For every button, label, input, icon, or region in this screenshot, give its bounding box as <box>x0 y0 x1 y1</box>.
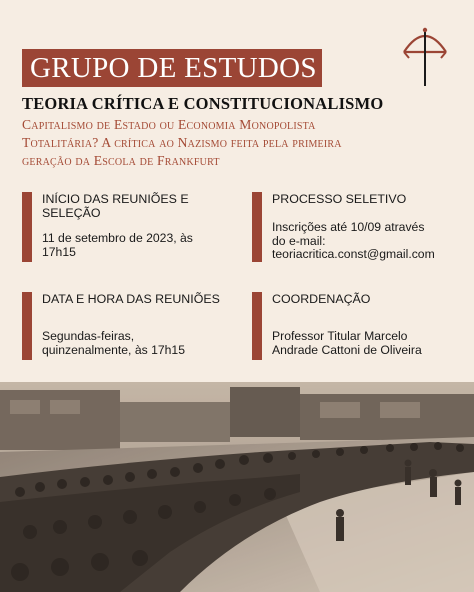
tagline-line: Capitalismo de Estado ou Economia Monopolista <box>22 117 316 132</box>
heading-line: INÍCIO DAS REUNIÕES E <box>42 192 189 206</box>
block-heading <box>272 192 452 206</box>
block-body <box>42 330 185 357</box>
body-line: Inscrições até 10/09 através <box>272 220 425 234</box>
block-body <box>272 221 435 262</box>
info-block-data-hora <box>22 292 222 360</box>
accent-bar <box>252 292 262 360</box>
info-block-coordenacao <box>252 292 462 360</box>
block-heading <box>272 292 452 306</box>
accent-bar <box>22 192 32 262</box>
crowd-illustration <box>0 382 474 592</box>
subtitle: TEORIA CRÍTICA E CONSTITUCIONALISMO <box>22 94 384 113</box>
info-block-processo <box>252 192 462 262</box>
body-line: quinzenalmente, às 17h15 <box>42 342 185 357</box>
tagline-line: Totalitária? A crítica ao Nazismo feita pela primeira <box>22 135 342 150</box>
heading-line: PROCESSO SELETIVO <box>272 192 407 206</box>
info-block-inicio <box>22 192 222 262</box>
body-line: Professor Titular Marcelo <box>272 329 408 343</box>
email-text: teoriacritica.const@gmail.com <box>272 247 435 261</box>
heading-line: DATA E HORA DAS REUNIÕES <box>42 292 220 306</box>
body-line: 11 de setembro de 2023, às <box>42 231 193 245</box>
accent-bar <box>22 292 32 360</box>
accent-bar <box>252 192 262 262</box>
tagline-line: geração da Escola de Frankfurt <box>22 153 220 168</box>
umbrella-logo-icon <box>400 22 450 88</box>
historic-crowd-photo <box>0 382 474 592</box>
block-body <box>42 232 193 259</box>
heading-line: SELEÇÃO <box>42 206 101 220</box>
body-line: do e-mail: <box>272 233 326 248</box>
block-heading <box>42 292 222 306</box>
body-line: Segundas-feiras, <box>42 329 135 343</box>
page-title: GRUPO DE ESTUDOS <box>22 49 322 87</box>
body-line: 17h15 <box>42 244 76 259</box>
heading-line: COORDENAÇÃO <box>272 292 371 306</box>
tagline <box>22 116 462 170</box>
body-line: Andrade Cattoni de Oliveira <box>272 342 422 357</box>
block-body <box>272 330 422 357</box>
block-heading <box>42 192 222 220</box>
